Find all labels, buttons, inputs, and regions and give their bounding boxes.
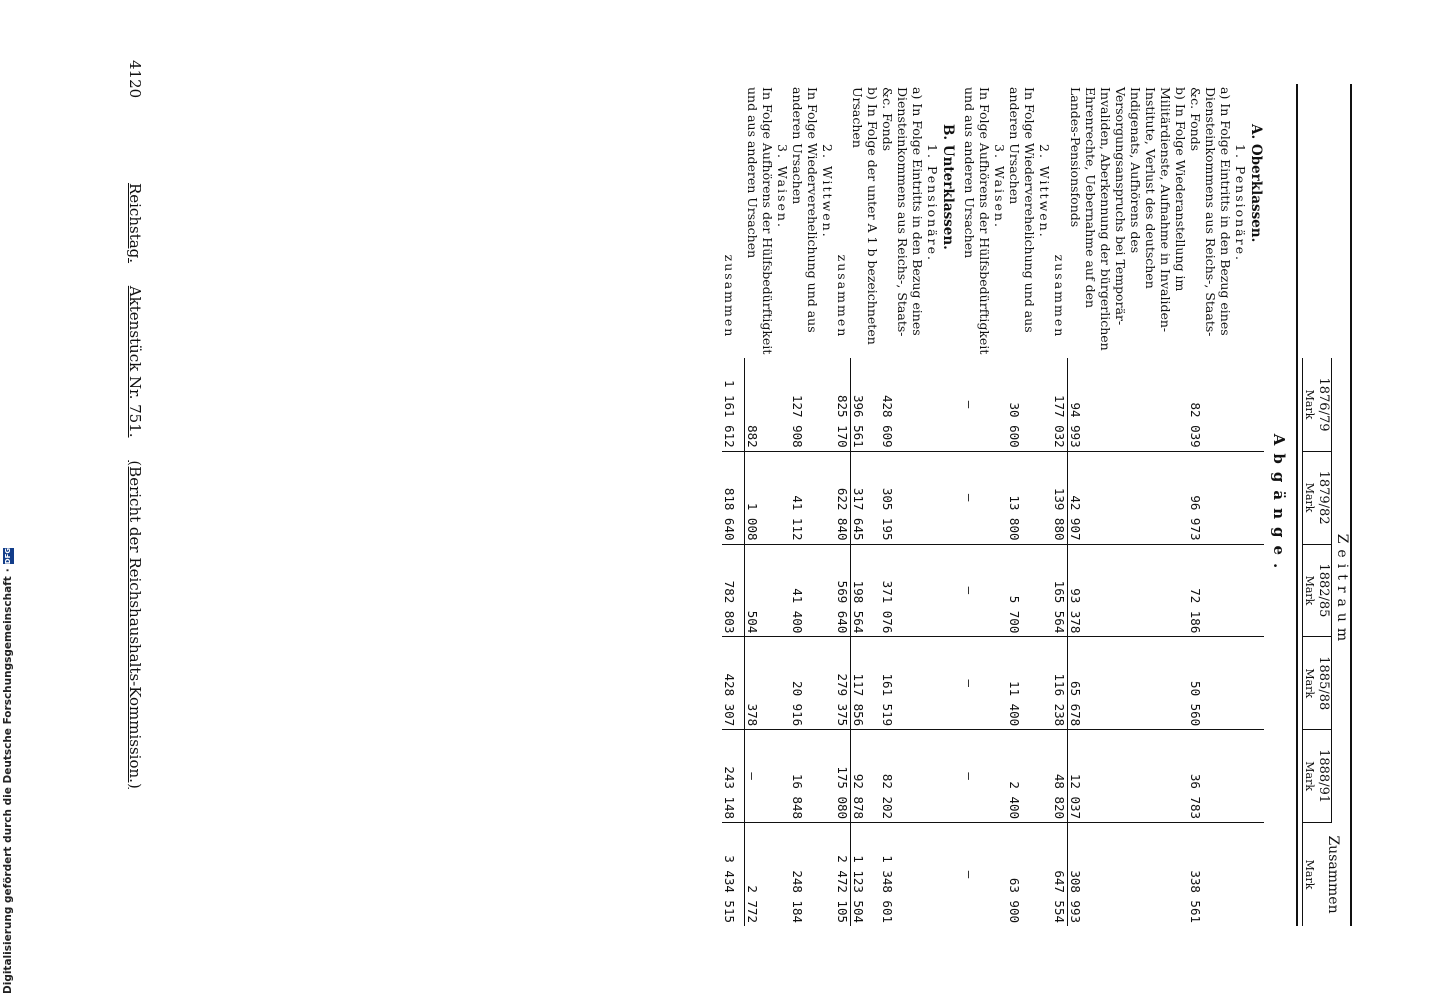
cell: 396 561	[851, 358, 881, 451]
cell: 243 148	[722, 730, 745, 823]
credit-text: Digitalisierung gefördert durch die Deutsche Forschungsgemeinschaft	[2, 576, 14, 994]
cell: 72 186	[1188, 544, 1233, 637]
cell: 825 170	[835, 358, 851, 451]
row-label: a) In Folge Eintritts in den Bezug eines Diensteinkommens aus Reichs-, Staats- &c. Fonds	[880, 87, 926, 337]
cell: 2 772	[745, 885, 761, 923]
cell: 94 993	[1068, 358, 1188, 451]
cell: 127 908	[790, 358, 820, 451]
unit-label: Mark	[1303, 730, 1317, 823]
cell: 50 560	[1188, 637, 1233, 730]
cell: 428 609	[881, 358, 926, 451]
cell: 65 678	[1068, 637, 1188, 730]
cell: 12 037	[1068, 730, 1188, 823]
cell: 30 600	[1008, 358, 1038, 451]
group-title: 1. Pensionäre.	[1233, 144, 1248, 262]
cell: 622 840	[835, 451, 851, 544]
table-row	[745, 84, 775, 926]
cell: 428 307	[722, 637, 745, 730]
row-label: In Folge Aufhörens der Hülfsbedürftigkeit und aus anderen Ursachen	[962, 87, 993, 355]
header-blank	[1303, 84, 1351, 358]
grand-total-row	[722, 84, 745, 926]
cell: 818 640	[722, 451, 745, 544]
cell: 2 400	[1008, 730, 1038, 823]
cell: 1 008	[745, 451, 775, 544]
cell: 317 645	[851, 451, 881, 544]
cell: 1 123 504	[851, 855, 866, 923]
cell: —	[963, 451, 993, 544]
year-header: 1882/85	[1316, 544, 1332, 637]
cell: 161 519	[881, 637, 926, 730]
subtotal-row	[835, 84, 851, 926]
document-number: Aktenstück Nr. 751.	[126, 285, 144, 438]
cell: —	[745, 730, 775, 823]
group-title: 3. Waisen.	[775, 144, 790, 229]
section-title: Abgänge.	[1270, 433, 1288, 577]
group-title: 3. Waisen.	[992, 144, 1008, 229]
row-label: a) In Folge Eintritts in den Bezug eines Diensteinkommens aus Reichs-, Staats- &c. Fonds	[1188, 87, 1233, 337]
cell: 177 032	[1053, 358, 1069, 451]
dfg-credit: Digitalisierung gefördert durch die Deutsche Forschungsgemeinschaft · DFG	[2, 547, 14, 994]
grand-total-label: zusammen	[722, 254, 737, 339]
row-label: In Folge Wiederverehelichung und aus anderen Ursachen	[1007, 87, 1038, 333]
sum-header: Zusammen	[1325, 835, 1341, 914]
row-label: In Folge Wiederverehelichung und aus anderen Ursachen	[790, 87, 820, 333]
cell: 82 039	[1188, 358, 1233, 451]
unit-label: Mark	[1303, 358, 1317, 451]
report-title: (Bericht der Reichshaushalts-Kommission.)	[126, 460, 144, 789]
cell: 96 973	[1188, 451, 1233, 544]
cell: 305 195	[881, 451, 926, 544]
row-label: b) In Folge Wiederanstellung im Militärdienste, Aufnahme in Invaliden-Institute, Verlust des deutschen Indigenats, Aufhörens des Versorgungsanspruchs bei Temporär-Invaliden, Aberkennung der bürgerlichen Ehrenrechte, Uebernahme auf den Landes-Pensionsfonds	[1068, 87, 1188, 351]
cell: 93 378	[1068, 544, 1188, 637]
cell: 11 400	[1008, 637, 1038, 730]
group-title: 2. Wittwen.	[1037, 144, 1053, 239]
cell: 279 375	[835, 637, 851, 730]
unit-label: Mark	[1303, 451, 1317, 544]
year-header: 1885/88	[1316, 637, 1332, 730]
cell: 82 202	[881, 730, 926, 823]
abgaenge-table	[722, 84, 1352, 926]
row-label: In Folge Aufhörens der Hülfsbedürftigkeit und aus anderen Ursachen	[745, 87, 775, 355]
chamber-name: Reichstag.	[126, 182, 144, 264]
unit-label: Mark	[1303, 637, 1317, 730]
cell: 165 564	[1053, 544, 1069, 637]
cell: 41 112	[790, 451, 820, 544]
cell: 36 783	[1188, 730, 1233, 823]
cell: 3 434 515	[722, 823, 745, 926]
subtotal-label: zusammen	[1052, 254, 1068, 339]
cell: 569 640	[835, 544, 851, 637]
year-header: 1879/82	[1316, 451, 1332, 544]
cell: 338 561	[1188, 870, 1203, 923]
table-row	[790, 84, 820, 926]
cell: 92 878	[851, 730, 881, 823]
cell: 16 848	[790, 730, 820, 823]
cell: 371 076	[881, 544, 926, 637]
table-row	[1008, 84, 1038, 926]
cell: 647 554	[1053, 823, 1069, 926]
class-title: B. Unterklassen.	[940, 124, 957, 250]
unit-label: Mark	[1303, 544, 1317, 637]
cell: —	[963, 730, 993, 823]
cell: 13 800	[1008, 451, 1038, 544]
cell: 20 916	[790, 637, 820, 730]
unit-label: Mark	[1303, 823, 1317, 926]
cell: 378	[745, 637, 775, 730]
group-title: 1. Pensionäre.	[925, 144, 941, 262]
cell: 117 856	[851, 637, 881, 730]
cell: —	[963, 358, 993, 451]
cell: —	[962, 870, 978, 879]
cell: 139 880	[1053, 451, 1069, 544]
running-head	[126, 60, 144, 960]
cell: 248 184	[790, 870, 805, 923]
year-header: 1876/79	[1316, 358, 1332, 451]
table-row	[963, 84, 993, 926]
cell: 1 348 601	[880, 855, 896, 923]
cell: 42 907	[1068, 451, 1188, 544]
subtotal-row	[1053, 84, 1069, 926]
dfg-logo: DFG	[3, 547, 12, 565]
cell: 175 080	[835, 730, 851, 823]
cell: 782 803	[722, 544, 745, 637]
cell: —	[963, 637, 993, 730]
period-header: Zeitraum	[1332, 358, 1351, 822]
table-row	[851, 84, 881, 926]
cell: 2 472 105	[835, 823, 851, 926]
cell: 116 238	[1053, 637, 1069, 730]
year-header: 1888/91	[1316, 730, 1332, 823]
page-number: 4120	[126, 60, 144, 99]
cell: 63 900	[1007, 877, 1023, 923]
table-row	[1188, 84, 1233, 926]
cell: 308 993	[1068, 870, 1084, 923]
cell: 198 564	[851, 544, 881, 637]
cell: —	[963, 544, 993, 637]
cell: 504	[745, 544, 775, 637]
table-row	[881, 84, 926, 926]
cell: 1 161 612	[722, 358, 745, 451]
subtotal-label: zusammen	[835, 254, 850, 339]
cell: 5 700	[1008, 544, 1038, 637]
group-title: 2. Wittwen.	[820, 144, 835, 239]
cell: 48 820	[1053, 730, 1069, 823]
class-title: A. Oberklassen.	[1248, 124, 1264, 243]
cell: 41 400	[790, 544, 820, 637]
row-label: b) In Folge der unter A 1 b bezeichneten Ursachen	[850, 87, 881, 345]
cell: 882	[745, 358, 775, 451]
table-row	[1068, 84, 1188, 926]
